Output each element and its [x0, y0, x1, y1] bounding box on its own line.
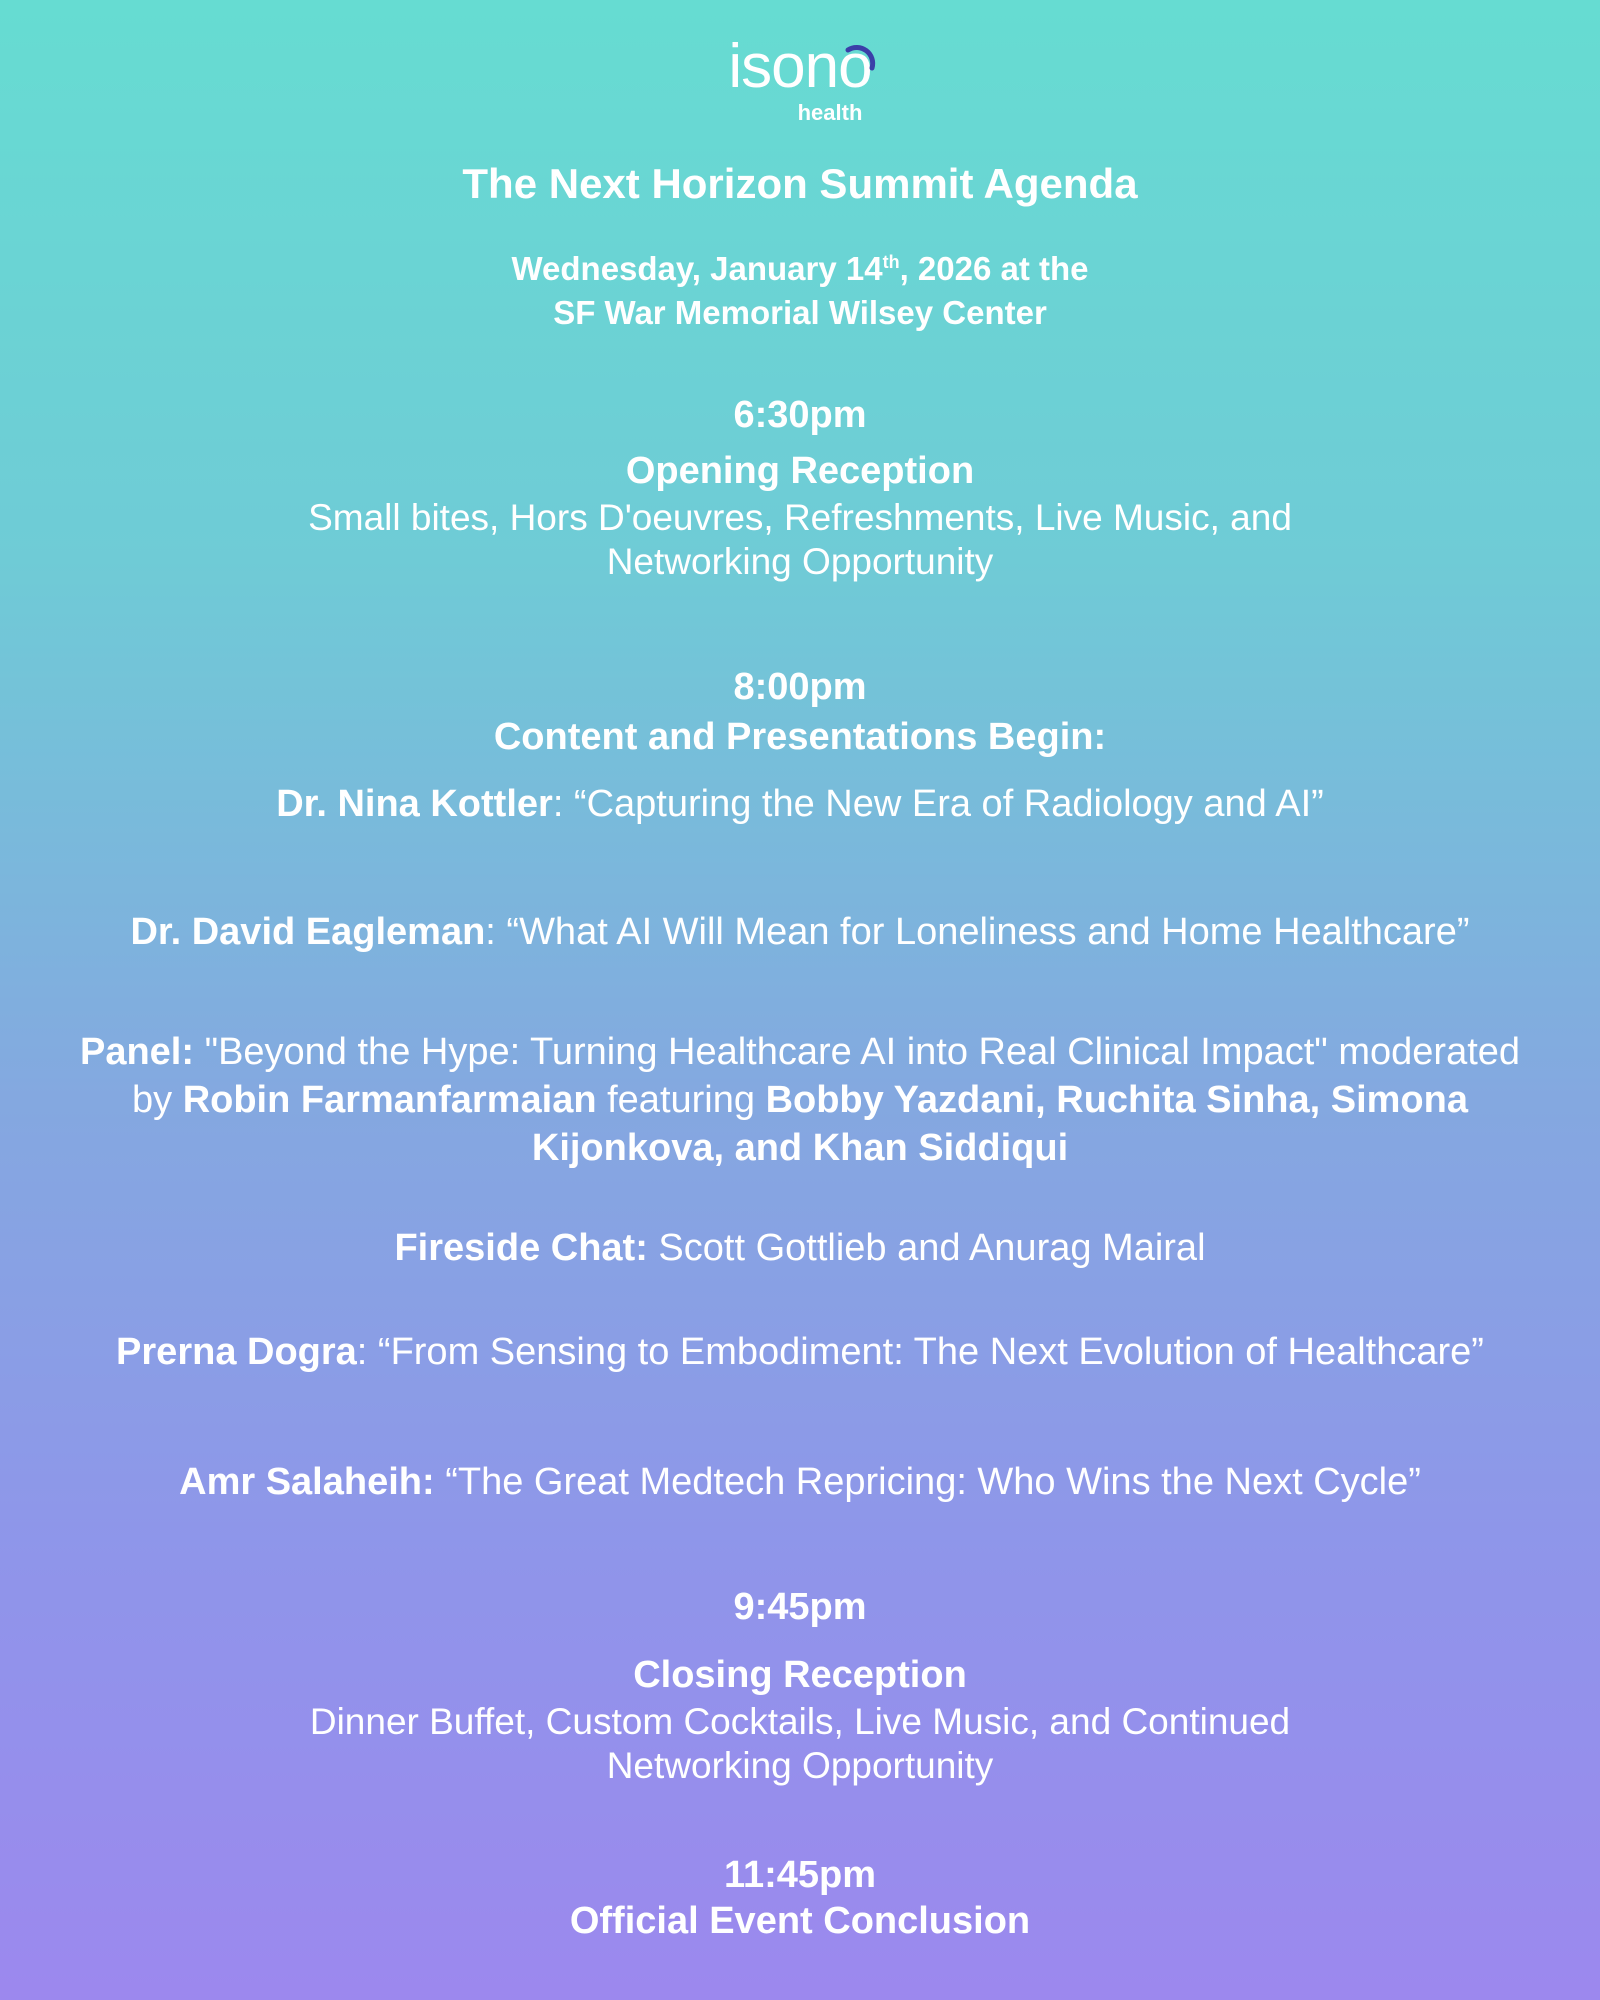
speaker-name: Dr. David Eagleman [130, 911, 486, 953]
event-date-ordinal: th [882, 252, 900, 272]
event-date-text: Wednesday, January 14 [511, 250, 883, 287]
talk-salaheih [0, 1458, 1600, 1506]
opening-time: 6:30pm [733, 394, 867, 436]
content-title: Content and Presentations Begin: [493, 716, 1107, 758]
closing-time: 9:45pm [733, 1586, 867, 1628]
event-date-suffix: , 2026 at the [899, 250, 1089, 287]
closing-desc [0, 1700, 1600, 1788]
panel-by: by [131, 1079, 183, 1121]
page-title: The Next Horizon Summit Agenda [462, 160, 1138, 207]
talk-eagleman [0, 908, 1600, 956]
panel-featuring: featuring [596, 1079, 766, 1121]
talk-title: : “Capturing the New Era of Radiology and AI” [552, 783, 1324, 825]
fireside-and: and [886, 1227, 969, 1269]
fireside-label: Fireside Chat: [394, 1227, 648, 1269]
fireside-name: Anurag Mairal [968, 1227, 1206, 1269]
event-venue: SF War Memorial Wilsey Center [553, 294, 1047, 331]
conclusion-title: Official Event Conclusion [569, 1900, 1031, 1942]
closing-desc-line2: Networking Opportunity [606, 1745, 994, 1786]
opening-desc [0, 496, 1600, 584]
talk-title: “The Great Medtech Repricing: Who Wins the Next Cycle” [434, 1461, 1421, 1503]
isono-health-logo [0, 32, 1600, 125]
event-date-venue [0, 240, 1600, 335]
logo-wordmark [728, 32, 872, 101]
logo-arc-icon [838, 44, 878, 84]
fireside-chat [0, 1224, 1600, 1272]
panel-session [0, 1028, 1600, 1172]
panel-line2 [0, 1076, 1600, 1124]
panel-title: "Beyond the Hype: Turning Healthcare AI into Real Clinical Impact" moderated [194, 1031, 1521, 1073]
panel-names: Bobby Yazdani, Ruchita Sinha, Simona [765, 1079, 1468, 1121]
panel-names: Kijonkova, and Khan Siddiqui [531, 1127, 1069, 1169]
talk-title: : “What AI Will Mean for Loneliness and Home Healthcare” [485, 911, 1470, 953]
speaker-name: Amr Salaheih: [179, 1461, 435, 1503]
event-date [0, 240, 1600, 291]
opening-desc-line2: Networking Opportunity [606, 541, 994, 582]
logo-sub-text: health [797, 100, 863, 125]
talk-title: : “From Sensing to Embodiment: The Next Evolution of Healthcare” [356, 1331, 1484, 1373]
opening-desc-line1: Small bites, Hors D'oeuvres, Refreshments, Live Music, and [308, 497, 1292, 538]
speaker-name: Dr. Nina Kottler [276, 783, 553, 825]
talk-dogra [0, 1328, 1600, 1376]
speaker-name: Prerna Dogra [116, 1331, 357, 1373]
logo-main-text: isono [728, 32, 872, 101]
fireside-name: Scott Gottlieb [647, 1227, 887, 1269]
talk-kottler [0, 780, 1600, 828]
panel-moderator: Robin Farmanfarmaian [182, 1079, 597, 1121]
closing-desc-line1: Dinner Buffet, Custom Cocktails, Live Music, and Continued [309, 1701, 1291, 1742]
opening-title: Opening Reception [625, 450, 975, 492]
closing-title: Closing Reception [633, 1654, 967, 1696]
panel-label: Panel: [79, 1031, 195, 1073]
content-time: 8:00pm [733, 666, 867, 708]
panel-line3 [0, 1124, 1600, 1172]
panel-line1 [0, 1028, 1600, 1076]
conclusion-time: 11:45pm [723, 1854, 877, 1896]
